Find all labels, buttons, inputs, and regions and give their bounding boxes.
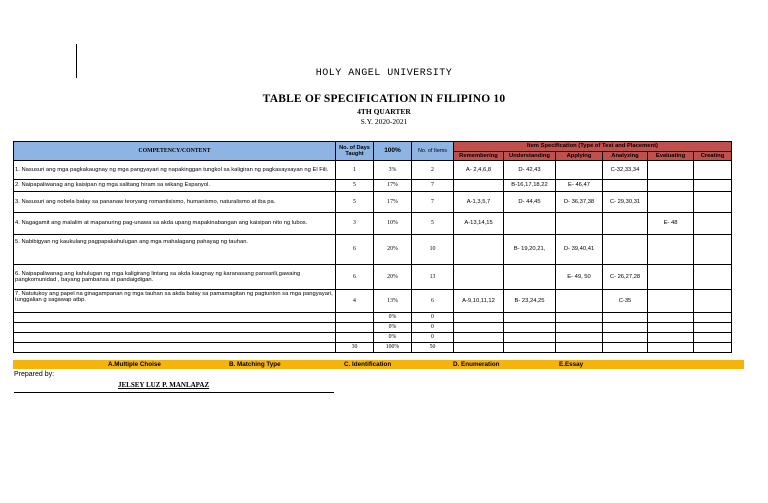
remembering-cell xyxy=(454,323,504,333)
preparer-name: JELSEY LUZ P. MANLAPAZ xyxy=(118,381,210,389)
analyzing-cell xyxy=(603,323,648,333)
empty-cell xyxy=(694,343,732,353)
remembering-cell: A-1,3,5,7 xyxy=(454,192,504,213)
understanding-cell xyxy=(504,323,556,333)
items-cell: 6 xyxy=(412,290,454,313)
remembering-cell: A- 2,4,6,8 xyxy=(454,161,504,180)
specification-table xyxy=(13,141,732,353)
header-understanding: Understanding xyxy=(504,152,556,161)
remembering-cell xyxy=(454,333,504,343)
evaluating-cell: E- 48 xyxy=(648,213,694,235)
days-cell xyxy=(336,323,374,333)
days-cell: 5 xyxy=(336,180,374,192)
university-name: HOLY ANGEL UNIVERSITY xyxy=(315,68,453,79)
competency-cell: 4. Nagagamit ang malalim at mapanuring pag-unawa sa akda upang mapakinabangan ang kaisipan nito ng lubos. xyxy=(14,213,336,235)
total-days: 30 xyxy=(336,343,374,353)
percent-cell: 20% xyxy=(374,265,412,290)
legend-essay: E.Essay xyxy=(559,361,584,368)
items-cell: 2 xyxy=(412,161,454,180)
understanding-cell: D- 44,45 xyxy=(504,192,556,213)
items-cell: 0 xyxy=(412,333,454,343)
analyzing-cell xyxy=(603,213,648,235)
evaluating-cell xyxy=(648,192,694,213)
prepared-by-label: Prepared by: xyxy=(14,371,55,378)
applying-cell xyxy=(556,213,603,235)
remembering-cell: A-9,10,11,12 xyxy=(454,290,504,313)
table-row xyxy=(14,333,732,343)
empty-cell xyxy=(504,343,556,353)
remembering-cell xyxy=(454,313,504,323)
days-cell: 4 xyxy=(336,290,374,313)
legend-identification: C. Identification xyxy=(344,361,392,368)
applying-cell xyxy=(556,313,603,323)
analyzing-cell xyxy=(603,313,648,323)
empty-cell xyxy=(556,343,603,353)
creating-cell xyxy=(694,213,732,235)
empty-cell xyxy=(603,343,648,353)
applying-cell: D- 36,37,38 xyxy=(556,192,603,213)
header-competency: COMPETENCY/CONTENT xyxy=(14,142,336,161)
table-row xyxy=(14,180,732,192)
understanding-cell: B-16,17,18,22 xyxy=(504,180,556,192)
days-cell: 1 xyxy=(336,161,374,180)
remembering-cell: A-13,14,15 xyxy=(454,213,504,235)
header-applying: Applying xyxy=(556,152,603,161)
table-row xyxy=(14,313,732,323)
percent-cell: 3% xyxy=(374,161,412,180)
items-cell: 7 xyxy=(412,180,454,192)
percent-cell: 17% xyxy=(374,192,412,213)
creating-cell xyxy=(694,235,732,265)
understanding-cell xyxy=(504,333,556,343)
header-creating: Creating xyxy=(694,152,732,161)
table-row xyxy=(14,161,732,180)
competency-cell: 3. Nasusuri ang nobela batay sa pananaw teoryang romantisismo, humanismo, naturalismo at iba pa. xyxy=(14,192,336,213)
understanding-cell: D- 42,43 xyxy=(504,161,556,180)
header-percent: 100% xyxy=(374,142,412,161)
header-analyzing: Analyzing xyxy=(603,152,648,161)
items-cell: 5 xyxy=(412,213,454,235)
table-row xyxy=(14,235,732,265)
creating-cell xyxy=(694,180,732,192)
percent-cell: 0% xyxy=(374,323,412,333)
understanding-cell xyxy=(504,213,556,235)
legend-multiple-choice: A.Multiple Choise xyxy=(108,361,161,368)
applying-cell: E- 49, 50 xyxy=(556,265,603,290)
applying-cell xyxy=(556,161,603,180)
days-cell xyxy=(336,313,374,323)
header-remembering: Remembering xyxy=(454,152,504,161)
days-cell: 3 xyxy=(336,213,374,235)
totals-label-cell xyxy=(14,343,336,353)
legend-enumeration: D. Enumeration xyxy=(453,361,500,368)
competency-cell: 1. Nasusuri ang mga pagkakaugnay ng mga pangyayari ng napakinggan tungkol sa kaligiran ng pagkasaysayan ng El Fili. xyxy=(14,161,336,180)
items-cell: 0 xyxy=(412,313,454,323)
evaluating-cell xyxy=(648,235,694,265)
competency-cell: 6. Naipapaliwanag ang kahulugan ng mga kaligirang lintang sa akda kaugnay ng karanasang pansarili,gawaing pangkomunidad , bayang pambansa at pandaigdigan. xyxy=(14,265,336,290)
understanding-cell: B- 19,20,21, xyxy=(504,235,556,265)
days-cell xyxy=(336,333,374,343)
evaluating-cell xyxy=(648,180,694,192)
percent-cell: 13% xyxy=(374,290,412,313)
evaluating-cell xyxy=(648,333,694,343)
applying-cell xyxy=(556,323,603,333)
percent-cell: 0% xyxy=(374,333,412,343)
test-type-legend xyxy=(13,360,744,369)
items-cell: 13 xyxy=(412,265,454,290)
competency-cell xyxy=(14,323,336,333)
quarter-label: 4TH QUARTER xyxy=(357,107,411,116)
items-cell: 7 xyxy=(412,192,454,213)
percent-cell: 0% xyxy=(374,313,412,323)
table-row xyxy=(14,213,732,235)
percent-cell: 10% xyxy=(374,213,412,235)
evaluating-cell xyxy=(648,323,694,333)
remembering-cell xyxy=(454,235,504,265)
creating-cell xyxy=(694,313,732,323)
analyzing-cell xyxy=(603,333,648,343)
analyzing-cell xyxy=(603,180,648,192)
competency-cell xyxy=(14,333,336,343)
empty-cell xyxy=(454,343,504,353)
evaluating-cell xyxy=(648,161,694,180)
applying-cell: E- 46,47 xyxy=(556,180,603,192)
percent-cell: 20% xyxy=(374,235,412,265)
remembering-cell xyxy=(454,180,504,192)
understanding-cell xyxy=(504,313,556,323)
competency-cell xyxy=(14,313,336,323)
items-cell: 0 xyxy=(412,323,454,333)
creating-cell xyxy=(694,192,732,213)
competency-cell: 5. Nabibigyan ng kaukulang pagpapakahulugan ang mga mahalagang pahayag ng tauhan. xyxy=(14,235,336,265)
days-cell: 5 xyxy=(336,192,374,213)
competency-cell: 7. Natutukoy ang papel na ginagampanan ng mga tauhan sa akda batay sa pamamagitan ng pagtunton sa mga pangyayari, tunggalian g sagawap atbp. xyxy=(14,290,336,313)
empty-cell xyxy=(648,343,694,353)
creating-cell xyxy=(694,323,732,333)
evaluating-cell xyxy=(648,313,694,323)
understanding-cell xyxy=(504,265,556,290)
total-items: 50 xyxy=(412,343,454,353)
header-days: No. of Days Taught xyxy=(336,142,374,161)
creating-cell xyxy=(694,265,732,290)
analyzing-cell: C- 29,30,31 xyxy=(603,192,648,213)
percent-cell: 17% xyxy=(374,180,412,192)
analyzing-cell xyxy=(603,235,648,265)
applying-cell xyxy=(556,333,603,343)
days-cell: 6 xyxy=(336,265,374,290)
total-percent: 100% xyxy=(374,343,412,353)
document-title: TABLE OF SPECIFICATION IN FILIPINO 10 xyxy=(262,93,506,105)
legend-matching-type: B. Matching Type xyxy=(229,361,281,368)
header-item-specification: Item Specification (Type of Test and Placement) xyxy=(454,142,732,152)
understanding-cell: B- 23,24,25 xyxy=(504,290,556,313)
evaluating-cell xyxy=(648,265,694,290)
signature-line xyxy=(14,392,334,393)
analyzing-cell: C-35 xyxy=(603,290,648,313)
table-row xyxy=(14,192,732,213)
analyzing-cell: C-32,33,34 xyxy=(603,161,648,180)
analyzing-cell: C- 26,27,28 xyxy=(603,265,648,290)
days-cell: 6 xyxy=(336,235,374,265)
competency-cell: 2. Naipapaliwanag ang kaisipan ng mga salitang hiram sa wikang Espanyol. xyxy=(14,180,336,192)
table-row xyxy=(14,265,732,290)
items-cell: 10 xyxy=(412,235,454,265)
creating-cell xyxy=(694,290,732,313)
header-items: No. of Items xyxy=(412,142,454,161)
applying-cell xyxy=(556,290,603,313)
creating-cell xyxy=(694,333,732,343)
applying-cell: D- 39,40,41 xyxy=(556,235,603,265)
table-row xyxy=(14,290,732,313)
header-evaluating: Evaluating xyxy=(648,152,694,161)
totals-row xyxy=(14,343,732,353)
remembering-cell xyxy=(454,265,504,290)
evaluating-cell xyxy=(648,290,694,313)
table-row xyxy=(14,323,732,333)
school-year: S.Y. 2020-2021 xyxy=(360,117,408,126)
creating-cell xyxy=(694,161,732,180)
